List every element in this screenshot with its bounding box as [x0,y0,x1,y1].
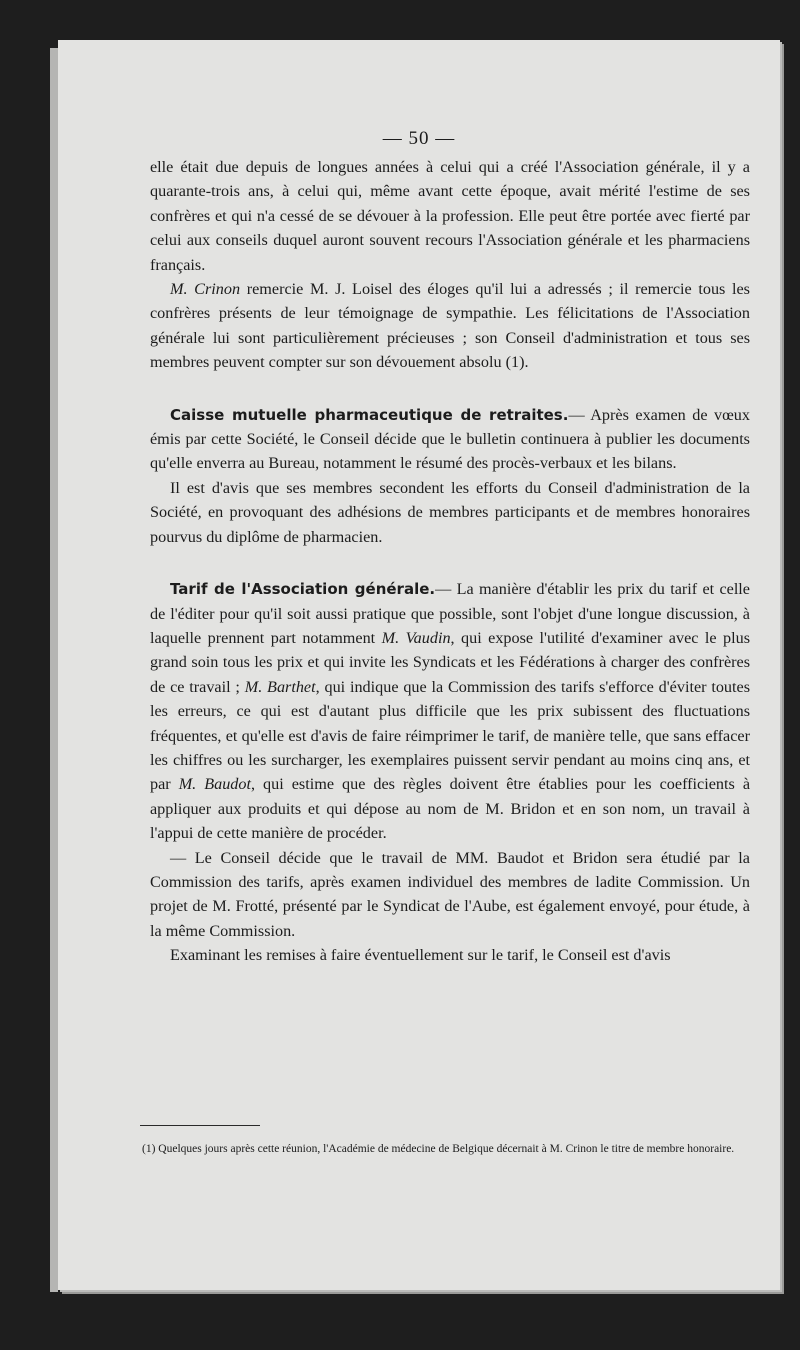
heading-tarif: Tarif de l'Association générale. [170,580,436,599]
body-text [150,155,750,968]
footnote: (1) Quelques jours après cette réunion, l'Académie de médecine de Belgique décernait à M. Crinon le titre de membre honoraire. [142,1143,735,1155]
name-vaudin: M. Vaudin [381,628,451,647]
name-crinon: M. Crinon [170,280,241,299]
name-baudot: M. Baudot [178,775,251,794]
book-page [58,40,780,1290]
section-gap [150,375,750,403]
paragraph-1: elle était due depuis de longues années à celui qui a créé l'Association générale, il y a quarante-trois ans, à celui qui, même avant cette époque, avait mérité l'estime de ses confrères et qui n'a cessé de se dévouer à la profession. Elle peut être portée avec fierté par celui aux conseils duquel auront souvent recours l'Association générale et les pharmaciens français. [150,158,750,274]
page-number: — 50 — [382,128,456,149]
paragraph-tarif [150,577,750,845]
page-edge [50,48,58,1292]
paragraph-caisse-text: — Après examen de vœux émis par cette Société, le Conseil décide que le bulletin continuera à publier les documents qu'elle enverra au Bureau, notamment le résumé des procès-verbaux et les bilans. [150,405,750,473]
name-barthet: M. Barthet [244,677,316,696]
paragraph-caisse [150,403,750,476]
paragraph-remises: Examinant les remises à faire éventuellement sur le tarif, le Conseil est d'avis [170,946,671,965]
tarif-text-b: , qui expose l'utilité d'examiner avec le plus grand soin tous les prix et qui invite les Syndicats et les Fédérations à charger des confrères de ce travail ; [150,628,750,696]
heading-caisse-mutuelle: Caisse mutuelle pharmaceutique de retraites. [170,405,569,424]
section-gap [150,549,750,577]
tarif-text-d: , qui estime que des règles doivent être établies pour les coefficients à appliquer aux produits et qui dépose au nom de M. Bridon et en son nom, un travail à l'appui de cette manière de procéder. [150,775,751,843]
paragraph-2 [150,277,750,375]
paragraph-2-text: remercie M. J. Loisel des éloges qu'il lui a adressés ; il remercie tous les confrères présents de leur témoignage de sympathie. Les félicitations de l'Association générale lui sont particulièrement précieuses ; son Conseil d'administration et tous ses membres peuvent compter sur son dévouement absolu (1). [150,280,750,372]
tarif-text-a: — La manière d'établir les prix du tarif et celle de l'éditer pour qu'il soit aussi pratique que possible, sont l'objet d'une longue discussion, à laquelle prennent part notamment [150,580,750,647]
tarif-text-c: , qui indique que la Commission des tarifs s'efforce d'éviter toutes les erreurs, ce qui est d'autant plus difficile que les prix subissent des fluctuations fréquentes, et qu'elle est d'avis de faire réimprimer le tarif, de manière telle, que sans effacer les chiffres ou les surcharger, les exemplaires puissent servir pendant au moins cinq ans, et par [150,677,750,794]
paragraph-avis: Il est d'avis que ses membres secondent les efforts du Conseil d'administration de la Société, en provoquant des adhésions de membres participants et de membres honoraires pourvus du diplôme de pharmacien. [150,478,750,546]
footnote-rule [140,1125,260,1126]
paragraph-conseil-decide: — Le Conseil décide que le travail de MM. Baudot et Bridon sera étudié par la Commission des tarifs, après examen individuel des membres de ladite Commission. Un projet de M. Frotté, présenté par le Syndicat de l'Aube, est également envoyé, pour étude, à la même Commission. [150,848,750,940]
